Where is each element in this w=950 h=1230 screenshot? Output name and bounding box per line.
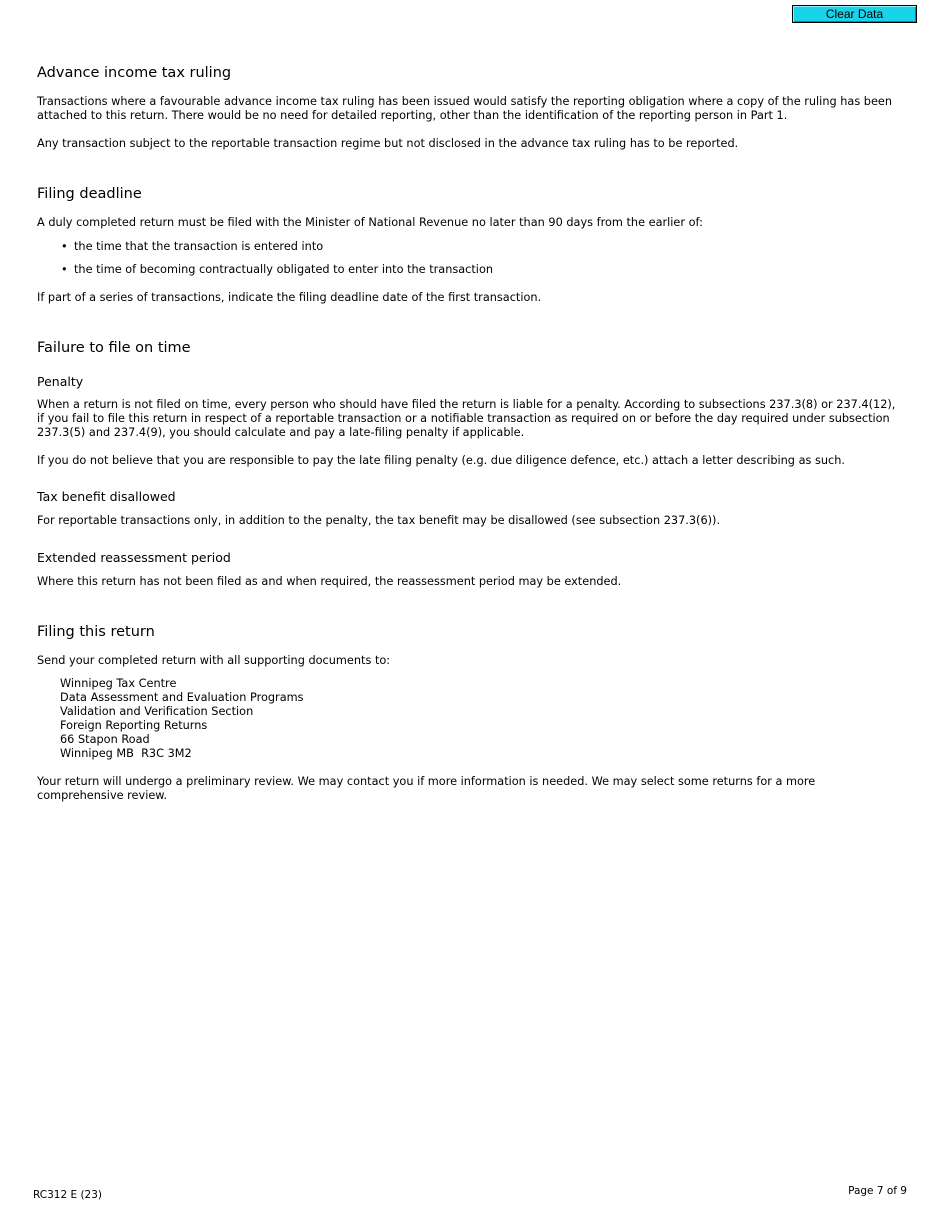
bullet-icon: • [61,263,68,276]
penalty-paragraph-1: When a return is not filed on time, every person who should have filed the return is liable for a penalty. According to subsections 237.3(8) or 237.4(12), if you fail to file this return in respect of a reportable transaction or a notifiable transaction as required on or before the day required under subsection 237.3(5) and 237.4(9), you should calculate and pay a late-filing penalty if applicable. [37,398,896,439]
address-line: Data Assessment and Evaluation Programs [60,691,304,704]
deadline-intro: A duly completed return must be filed with the Minister of National Revenue no later than 90 days from the earlier of: [37,216,703,229]
clear-data-button[interactable]: Clear Data [792,5,917,23]
section-title-advance-ruling: Advance income tax ruling [37,65,232,81]
deadline-bullet-text: the time of becoming contractually obligated to enter into the transaction [74,263,494,276]
bullet-icon: • [61,240,68,253]
deadline-bullet-text: the time that the transaction is entered into [74,240,324,253]
deadline-outro: If part of a series of transactions, indicate the filing deadline date of the first transaction. [37,291,542,304]
penalty-paragraph-2: If you do not believe that you are responsible to pay the late filing penalty (e.g. due diligence defence, etc.) attach a letter describing as such. [37,454,845,467]
subsection-title-tax-benefit: Tax benefit disallowed [37,489,176,504]
filing-intro: Send your completed return with all supporting documents to: [37,654,391,667]
address-line: Validation and Verification Section [60,705,254,718]
ruling-paragraph-1: Transactions where a favourable advance income tax ruling has been issued would satisfy the reporting obligation where a copy of the ruling has been attached to this return. There would be no need for detailed reporting, other than the identification of the reporting person in Part 1. [37,95,893,122]
address-line: Foreign Reporting Returns [60,719,208,732]
section-title-filing-deadline: Filing deadline [37,186,142,202]
page-number: Page 7 of 9 [848,1185,907,1197]
subsection-title-extended-reassessment: Extended reassessment period [37,550,231,565]
subsection-title-penalty: Penalty [37,374,84,389]
extended-reassessment-paragraph: Where this return has not been filed as and when required, the reassessment period may be extended. [37,575,622,588]
address-line: 66 Stapon Road [60,733,150,746]
ruling-paragraph-2: Any transaction subject to the reportable transaction regime but not disclosed in the advance tax ruling has to be reported. [37,137,739,150]
tax-benefit-paragraph: For reportable transactions only, in addition to the penalty, the tax benefit may be disallowed (see subsection 237.3(6)). [37,514,721,527]
deadline-bullet-item [61,263,493,277]
deadline-bullet-item [61,240,323,254]
address-line: Winnipeg MB R3C 3M2 [60,747,192,760]
section-title-failure-to-file: Failure to file on time [37,340,191,356]
filing-outro: Your return will undergo a preliminary review. We may contact you if more information is needed. We may select some returns for a more comprehensive review. [37,775,816,802]
section-title-filing-return: Filing this return [37,624,155,640]
form-identifier: RC312 E (23) [33,1189,103,1201]
address-line: Winnipeg Tax Centre [60,677,177,690]
